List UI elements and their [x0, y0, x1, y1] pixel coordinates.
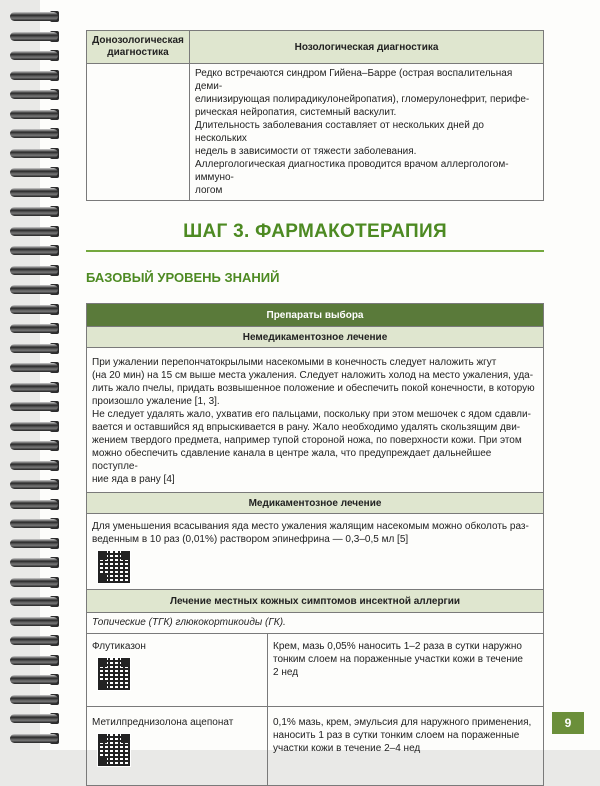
drug-desc-methylprednisolone [268, 707, 544, 786]
text-line: лить жало пчелы, придать возвышенное положение и обеспечить покой конечности, в которую [92, 383, 535, 394]
non-med-header: Немедикаментозное лечение [87, 327, 544, 348]
binding-loop [10, 207, 58, 216]
binding-loop [10, 675, 58, 684]
binding-loop [10, 402, 58, 411]
text-line: вается и оставшийся яд впрыскивается в рану. Жало необходимо удалять скользящим дви- [92, 422, 521, 433]
binding-loop [10, 617, 58, 626]
drug-cell-fluticasone [87, 634, 268, 707]
binding-loop [10, 578, 58, 587]
text-line: Для уменьшения всасывания яда место ужаления жалящим насекомым можно обколоть раз- [92, 521, 529, 532]
binding-loop [10, 656, 58, 665]
binding-loop [10, 363, 58, 372]
spiral-binding [0, 0, 66, 750]
text-line: елинизирующая полирадикулонейропатия), гломерулонефрит, перифе- [195, 94, 530, 105]
binding-loop [10, 695, 58, 704]
text-line: произошло ужаление [1, 3]. [92, 396, 220, 407]
binding-loop [10, 188, 58, 197]
binding-loop [10, 383, 58, 392]
drug-name: Метилпреднизолона ацепонат [92, 717, 234, 728]
text-line: недель в зависимости от тяжести заболевания. [195, 146, 417, 157]
text-line: рическая нейропатия, системный васкулит. [195, 107, 397, 118]
binding-loop [10, 558, 58, 567]
text-line: веденным в 10 раз (0,01%) раствором эпинефрина — 0,3–0,5 мл [5] [92, 534, 409, 545]
text-line: При ужалении перепончатокрылыми насекомыми в конечность следует наложить жгут [92, 357, 497, 368]
nosological-text [190, 64, 544, 201]
text-line: наносить 1 раз в сутки тонким слоем на пораженные [273, 730, 520, 741]
text-line: 0,1% мазь, крем, эмульсия для наружного применения, [273, 717, 532, 728]
drug-cell-methylprednisolone [87, 707, 268, 786]
drug-table-header: Препараты выбора [87, 304, 544, 327]
qr-code-icon[interactable] [97, 733, 131, 767]
text-line: Крем, мазь 0,05% наносить 1–2 раза в сутки наружно [273, 641, 522, 652]
binding-loop [10, 266, 58, 275]
med-text [87, 514, 544, 590]
binding-loop [10, 344, 58, 353]
binding-loop [10, 597, 58, 606]
step-title: ШАГ 3. ФАРМАКОТЕРАПИЯ [183, 221, 447, 242]
binding-loop [10, 461, 58, 470]
binding-loop [10, 32, 58, 41]
binding-loop [10, 539, 58, 548]
binding-loop [10, 636, 58, 645]
binding-loop [10, 305, 58, 314]
binding-loop [10, 734, 58, 743]
binding-loop [10, 71, 58, 80]
binding-loop [10, 227, 58, 236]
binding-loop [10, 422, 58, 431]
topical-label: Топические (ТГК) глюкокортикоиды (ГК). [87, 613, 544, 634]
drug-table [86, 303, 544, 786]
binding-loop [10, 441, 58, 450]
binding-loop [10, 285, 58, 294]
step-divider [86, 250, 544, 252]
binding-loop [10, 500, 58, 509]
text-line: Редко встречаются синдром Гийена–Барре (острая воспалительная деми- [195, 68, 513, 92]
qr-code-icon[interactable] [97, 550, 131, 584]
binding-loop [10, 129, 58, 138]
binding-loop [10, 149, 58, 158]
empty-cell [87, 64, 190, 201]
drug-desc-fluticasone [268, 634, 544, 707]
binding-loop [10, 90, 58, 99]
text-line: логом [195, 185, 223, 196]
binding-loop [10, 110, 58, 119]
binding-loop [10, 246, 58, 255]
binding-loop [10, 168, 58, 177]
diagnostics-table [86, 30, 544, 201]
text-line: Не следует удалять жало, ухватив его пальцами, поскольку при этом мешочек с ядом сдавли- [92, 409, 531, 420]
binding-loop [10, 51, 58, 60]
page-content [86, 0, 544, 786]
binding-loop [10, 324, 58, 333]
local-header: Лечение местных кожных симптомов инсектной аллергии [87, 590, 544, 613]
text-line: тонким слоем на пораженные участки кожи в течение [273, 654, 523, 665]
col-header-nosological: Нозологическая диагностика [190, 31, 544, 64]
col-header-prenosological: Донозологическая диагностика [87, 31, 190, 64]
text-line: Длительность заболевания составляет от нескольких дней до нескольких [195, 120, 484, 144]
binding-loop [10, 12, 58, 21]
binding-loop [10, 519, 58, 528]
non-med-text [87, 348, 544, 493]
drug-name: Флутиказон [92, 641, 146, 652]
level-title: БАЗОВЫЙ УРОВЕНЬ ЗНАНИЙ [86, 270, 280, 285]
qr-code-icon[interactable] [97, 657, 131, 691]
binding-loop [10, 714, 58, 723]
text-line: 2 нед [273, 667, 299, 678]
text-line: Аллергологическая диагностика проводится врачом аллергологом-иммуно- [195, 159, 509, 183]
text-line: можно обеспечить сдавление канала в центре жала, что предупреждает дальнейшее поступле- [92, 448, 492, 472]
text-line: (на 20 мин) на 15 см выше места ужаления. Следует наложить холод на место ужаления, уда- [92, 370, 534, 381]
page-number: 9 [552, 712, 584, 734]
text-line: участки кожи в течение 2–4 нед [273, 743, 421, 754]
binding-loop [10, 480, 58, 489]
med-header: Медикаментозное лечение [87, 493, 544, 514]
text-line: ние яда в рану [4] [92, 474, 175, 485]
text-line: жением твердого предмета, например тупой стороной ножа, по поверхности кожи. При этом [92, 435, 522, 446]
